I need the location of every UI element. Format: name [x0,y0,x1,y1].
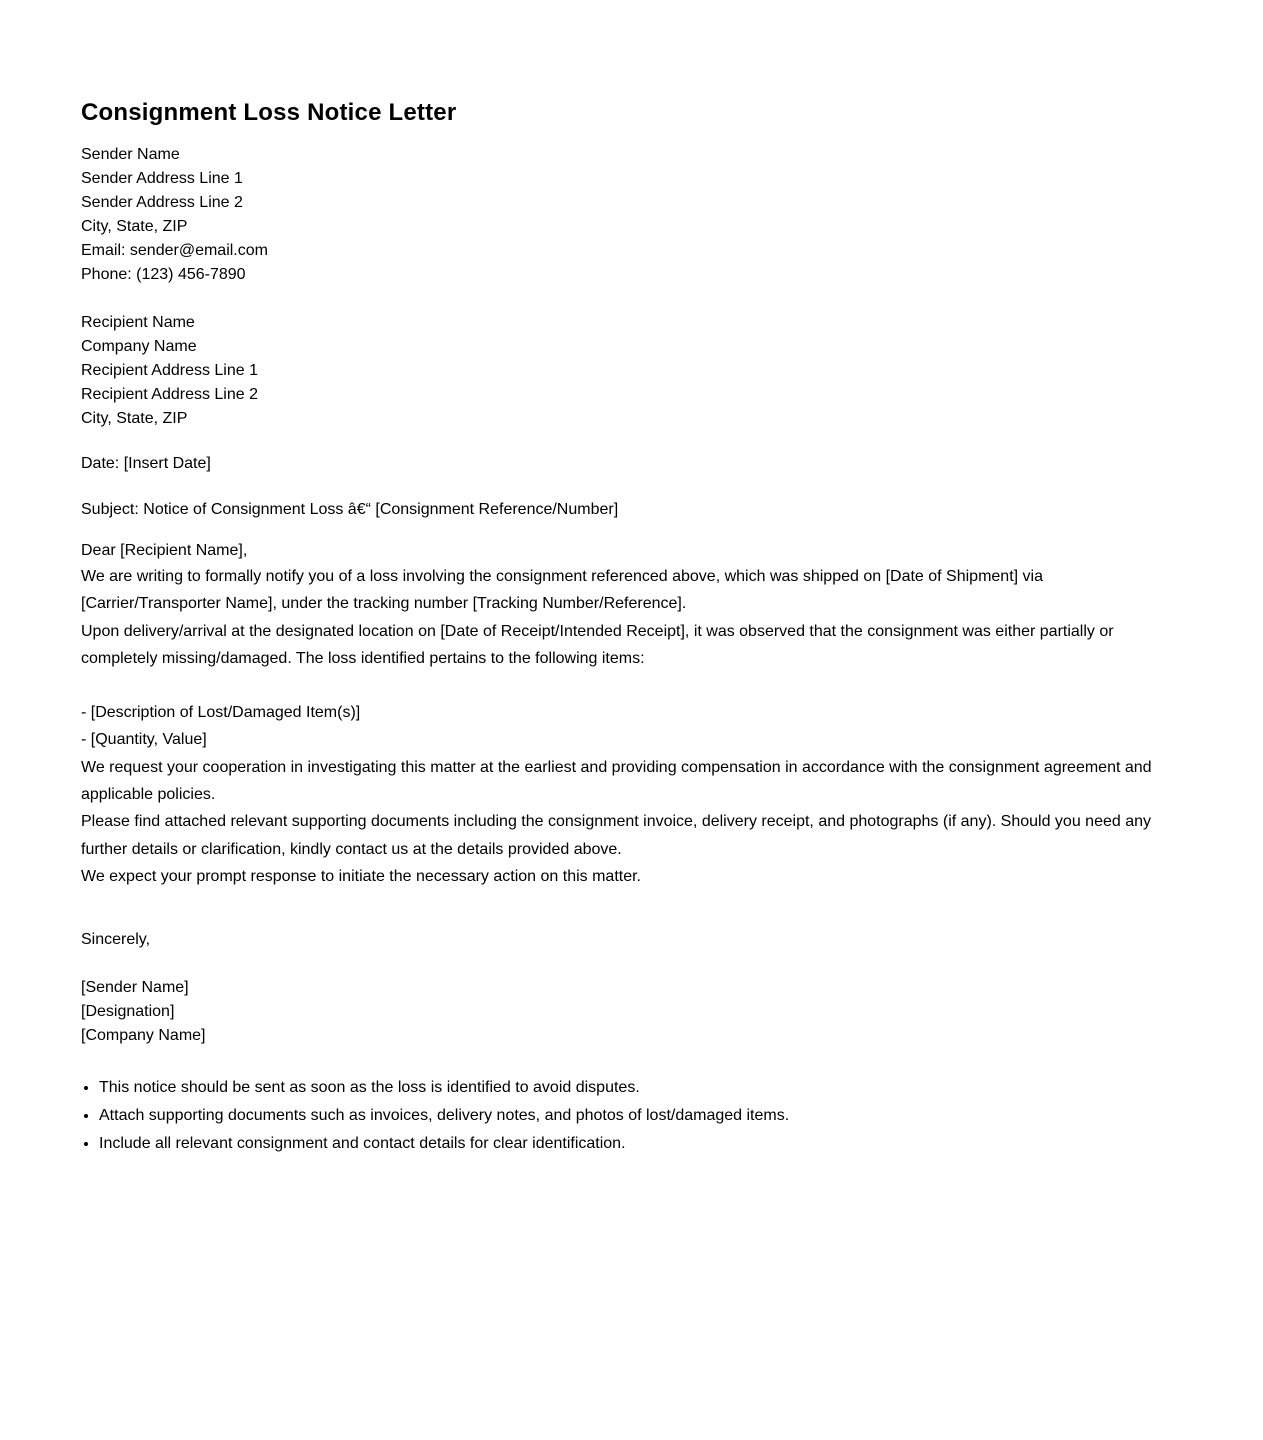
recipient-address-block [81,311,1171,431]
body-paragraph-3: We request your cooperation in investigating this matter at the earliest and providing compensation in accordance with the consignment agreement and applicable policies. [81,758,1152,804]
lost-items-list [81,699,1171,754]
letter-subject [81,498,1171,522]
letter-closing [81,928,1171,952]
closing-line: Sincerely, [81,931,151,949]
recipient-city-state-zip: City, State, ZIP [81,410,188,427]
sender-address-block [81,143,1171,287]
sender-address-line-1: Sender Address Line 1 [81,170,243,187]
body-paragraph-2: Upon delivery/arrival at the designated location on [Date of Receipt/Intended Receipt], it was observed that the consignment was either partially or completely missing/damaged. The loss identified pertains to the following items: [81,622,1114,667]
lost-item-description: - [Description of Lost/Damaged Item(s)] [81,704,361,722]
body-paragraph-5: We expect your prompt response to initiate the necessary action on this matter. [81,867,641,885]
letter-date [81,452,1171,476]
recipient-name: Recipient Name [81,314,195,331]
tip-item: • Attach supporting documents such as invoices, delivery notes, and photos of lost/damaged items. [99,1102,1171,1130]
recipient-address-line-2: Recipient Address Line 2 [81,386,258,403]
lost-item-quantity-value: - [Quantity, Value] [81,731,207,749]
sender-city-state-zip: City, State, ZIP [81,218,188,235]
letter-salutation [81,539,1171,563]
recipient-address-line-1: Recipient Address Line 1 [81,362,258,379]
sender-address-line-2: Sender Address Line 2 [81,194,243,211]
letter-content [81,97,1171,1158]
signature-designation: [Designation] [81,1003,175,1021]
sender-name: Sender Name [81,146,180,163]
salutation-line: Dear [Recipient Name], [81,542,248,559]
tips-list [81,1074,1171,1158]
signature-company-name: [Company Name] [81,1027,206,1045]
document-title: Consignment Loss Notice Letter [81,99,457,126]
body-paragraph-4: Please find attached relevant supporting documents including the consignment invoice, delivery receipt, and photographs (if any). Should you need any further details or clarification, kindly contact us at the details provided above. [81,813,1151,858]
signature-block [81,976,1171,1048]
letter-body [81,563,1171,890]
tip-item: • This notice should be sent as soon as the loss is identified to avoid disputes. [99,1074,1171,1102]
tip-item: • Include all relevant consignment and contact details for clear identification. [99,1130,1171,1158]
sender-email: Email: sender@email.com [81,242,268,259]
date-line: Date: [Insert Date] [81,455,211,472]
subject-line: Subject: Notice of Consignment Loss â€“ [Consignment Reference/Number] [81,501,619,518]
signature-sender-name: [Sender Name] [81,979,189,997]
body-paragraph-1: We are writing to formally notify you of a loss involving the consignment referenced above, which was shipped on [Date of Shipment] via [Carrier/Transporter Name], under the tracking number [Tracking Number/Reference]. [81,568,1043,613]
sender-phone: Phone: (123) 456-7890 [81,266,246,283]
recipient-company: Company Name [81,338,197,355]
